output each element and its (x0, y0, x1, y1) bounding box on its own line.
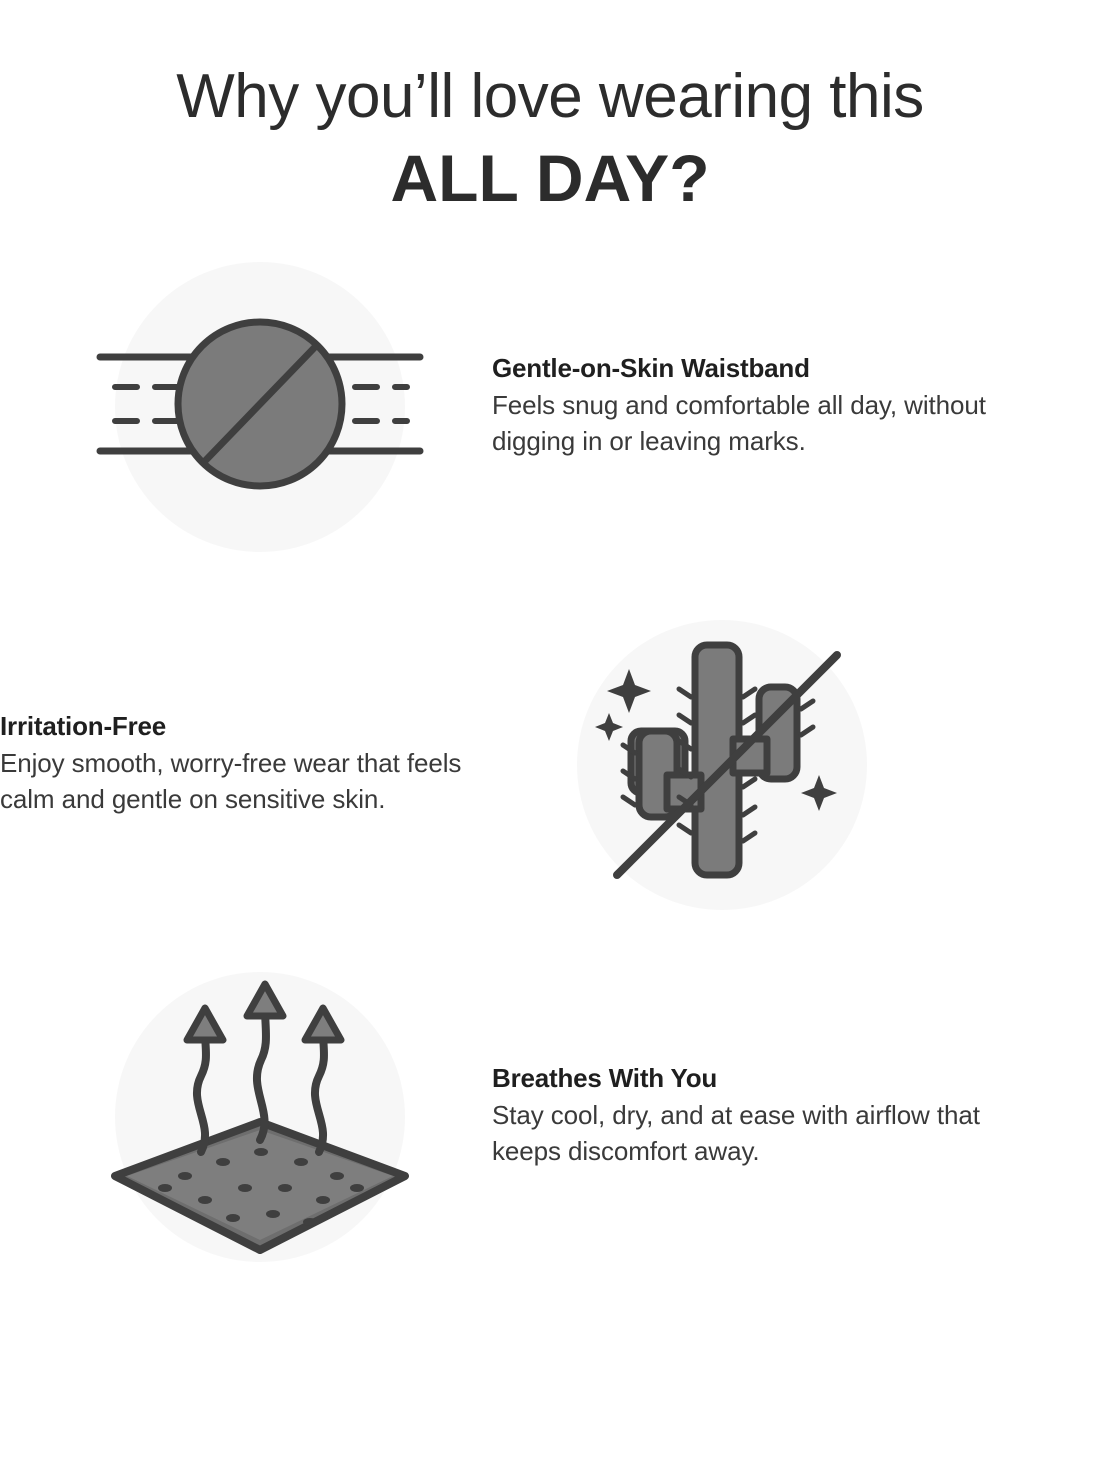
feature-description: Feels snug and comfortable all day, without digging in or leaving marks. (492, 390, 986, 457)
waistband-band-icon (95, 289, 425, 524)
breathable-fabric-icon (105, 964, 415, 1269)
feature-list (0, 257, 1100, 1267)
feature-icon-wrapper (552, 615, 892, 915)
feature-text-block (492, 353, 992, 460)
feature-title: Breathes With You (492, 1063, 718, 1094)
feature-description: Enjoy smooth, worry-free wear that feels calm and gentle on sensitive skin. (0, 748, 462, 815)
feature-title: Gentle-on-Skin Waistband (492, 353, 810, 384)
page-title (0, 0, 1100, 219)
feature-title: Irritation-Free (0, 711, 167, 742)
feature-text-block (492, 1063, 992, 1170)
feature-text-block (0, 711, 490, 818)
feature-item-waistband (0, 257, 1100, 557)
no-cactus-icon (587, 627, 857, 902)
feature-icon-wrapper (90, 967, 430, 1267)
feature-item-irritation-free (0, 615, 1100, 915)
headline-emphasis: ALL DAY? (390, 141, 710, 216)
feature-item-breathability (0, 967, 1100, 1267)
feature-icon-wrapper (90, 257, 430, 557)
headline-primary: Why you’ll love wearing this (176, 62, 924, 131)
feature-description: Stay cool, dry, and at ease with airflow that keeps discomfort away. (492, 1100, 980, 1167)
